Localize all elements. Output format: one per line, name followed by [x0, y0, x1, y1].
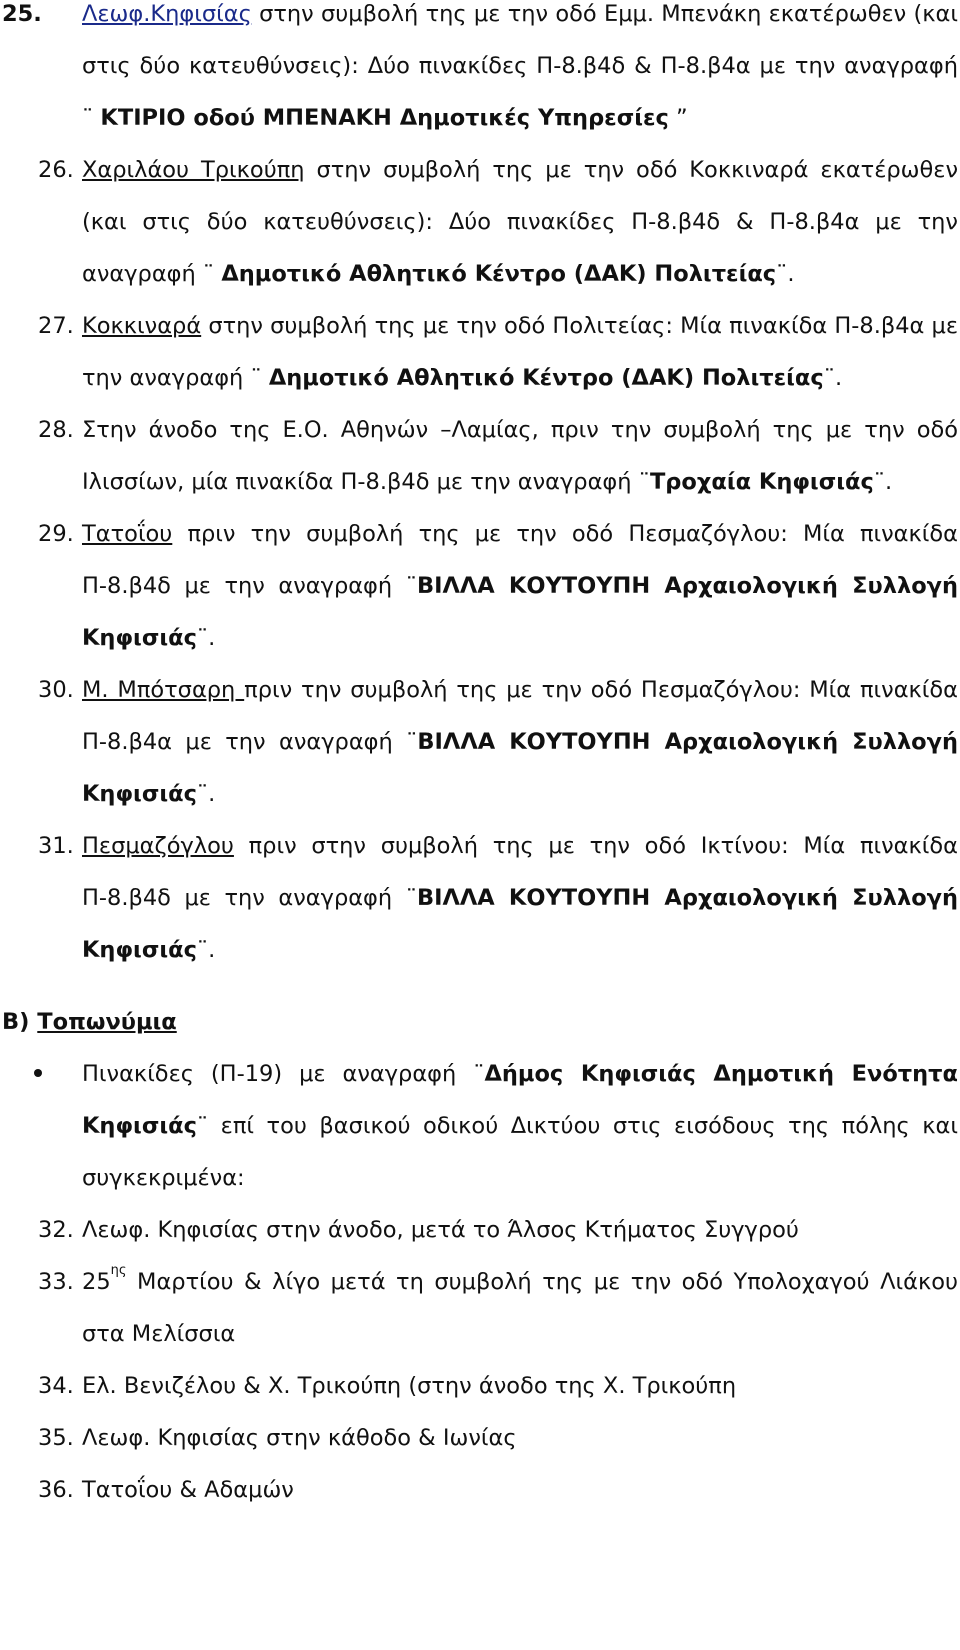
- bullet-text-after: ¨ επί του βασικού οδικού Δικτύου στις εισόδους της πόλης και συγκεκριμένα:: [82, 1113, 958, 1191]
- item-pre: 25: [82, 1269, 111, 1295]
- item-tail: ¨.: [776, 261, 795, 287]
- item-tail: ¨.: [196, 937, 216, 963]
- list-item-30: [38, 664, 958, 820]
- list-item-26: [38, 144, 959, 300]
- item-number: 30.: [38, 677, 74, 703]
- item-text: Λεωφ. Κηφισίας στην κάθοδο & Ιωνίας: [82, 1425, 517, 1451]
- section-title: Τοπωνύμια: [37, 1009, 177, 1035]
- sign-text: ΒΙΛΛΑ ΚΟΥΤΟΥΠΗ Αρχαιολογική Συλλογή Κηφισιάς: [82, 729, 958, 807]
- item-number: 26.: [38, 157, 74, 183]
- item-tail: ¨.: [873, 469, 893, 495]
- list-item-31: [38, 820, 958, 976]
- item-text: πριν την συμβολή της με την οδό Πεσμαζόγλου: Μία πινακίδα Π-8.β4α με την αναγραφή ¨: [82, 677, 958, 755]
- road-name: Μ. Μπότσαρη: [82, 677, 245, 703]
- item-text: στην συμβολή της με την οδό Εμμ. Μπενάκη εκατέρωθεν (και στις δύο κατευθύνσεις): Δύο πινακίδες Π-8.β4δ & Π-8.β4α με την αναγραφή ¨: [82, 1, 958, 131]
- item-number: 31.: [38, 833, 74, 859]
- sign-text: Τροχαία Κηφισιάς: [649, 469, 874, 495]
- bullet-item: [82, 1048, 958, 1204]
- item-number: 28.: [38, 417, 74, 443]
- sign-text: Δημοτικό Αθλητικό Κέντρο (ΔΑΚ) Πολιτείας: [221, 261, 777, 287]
- item-number: 35.: [38, 1425, 74, 1451]
- item-text: Τατοΐου & Αδαμών: [82, 1477, 294, 1503]
- list-item-33: [38, 1256, 958, 1360]
- item-text: Ελ. Βενιζέλου & Χ. Τρικούπη (στην άνοδο της Χ. Τρικούπη: [82, 1373, 737, 1399]
- item-tail: ”: [668, 105, 688, 131]
- item-text: Λεωφ. Κηφισίας στην άνοδο, μετά το Άλσος Κτήματος Συγγρού: [82, 1217, 799, 1243]
- list-item-34: [38, 1360, 958, 1412]
- item-text: πριν στην συμβολή της με την οδό Ικτίνου: Μία πινακίδα Π-8.β4δ με την αναγραφή ¨: [82, 833, 958, 911]
- item-number: 36.: [38, 1477, 74, 1503]
- sign-text: ΒΙΛΛΑ ΚΟΥΤΟΥΠΗ Αρχαιολογική Συλλογή Κηφισιάς: [82, 573, 958, 651]
- ordinal-suffix: ης: [110, 1263, 127, 1278]
- item-text: Μαρτίου & λίγο μετά τη συμβολή της με την οδό Υπολοχαγού Λιάκου στα Μελίσσια: [82, 1269, 958, 1347]
- item-number: 32.: [38, 1217, 74, 1243]
- sign-text: ΚΤΙΡΙΟ οδού ΜΠΕΝΑΚΗ Δημοτικές Υπηρεσίες: [100, 105, 669, 131]
- section-prefix: Β): [2, 1009, 30, 1035]
- item-tail: ¨.: [823, 365, 843, 391]
- sign-text: Δημοτικό Αθλητικό Κέντρο (ΔΑΚ) Πολιτείας: [268, 365, 824, 391]
- road-name: Κοκκιναρά: [82, 313, 202, 339]
- item-number: 25.: [2, 1, 42, 27]
- item-text: Στην άνοδο της Ε.Ο. Αθηνών –Λαμίας, πριν την συμβολή της με την οδό Ιλισσίων, μία πινακίδα Π-8.β4δ με την αναγραφή ¨: [82, 417, 958, 495]
- list-item-35: [38, 1412, 958, 1464]
- road-name: Λεωφ.Κηφισίας: [82, 1, 252, 27]
- road-name: Πεσμαζόγλου: [82, 833, 234, 859]
- road-name: Τατοΐου: [82, 521, 173, 547]
- list-item-28: [38, 404, 958, 508]
- item-tail: ¨.: [196, 625, 216, 651]
- item-number: 29.: [38, 521, 74, 547]
- list-item-36: [38, 1464, 958, 1516]
- list-item-32: [38, 1204, 958, 1256]
- item-number: 33.: [38, 1269, 74, 1295]
- item-text: πριν την συμβολή της με την οδό Πεσμαζόγλου: Μία πινακίδα Π-8.β4δ με την αναγραφή ¨: [82, 521, 958, 599]
- list-item-25: [2, 0, 958, 144]
- item-number: 27.: [38, 313, 74, 339]
- item-tail: ¨.: [196, 781, 216, 807]
- list-item-27: [38, 300, 958, 404]
- bullet-icon: [34, 1069, 42, 1077]
- item-text: στην συμβολή της με την οδό Πολιτείας: Μία πινακίδα Π-8.β4α με την αναγραφή ¨: [82, 313, 958, 391]
- item-number: 34.: [38, 1373, 74, 1399]
- road-name: Χαριλάου Τρικούπη: [82, 157, 305, 183]
- sign-text: Δήμος Κηφισιάς Δημοτική Ενότητα Κηφισιάς: [82, 1061, 958, 1139]
- item-text: στην συμβολή της με την οδό Κοκκιναρά εκατέρωθεν (και στις δύο κατευθύνσεις): Δύο πινακίδες Π-8.β4δ & Π-8.β4α με την αναγραφή ¨: [82, 157, 959, 287]
- list-item-29: [38, 508, 958, 664]
- sign-text: ΒΙΛΛΑ ΚΟΥΤΟΥΠΗ Αρχαιολογική Συλλογή Κηφισιάς: [82, 885, 958, 963]
- section-heading: [2, 996, 960, 1048]
- bullet-text-before: Πινακίδες (Π-19) με αναγραφή ¨: [82, 1061, 485, 1087]
